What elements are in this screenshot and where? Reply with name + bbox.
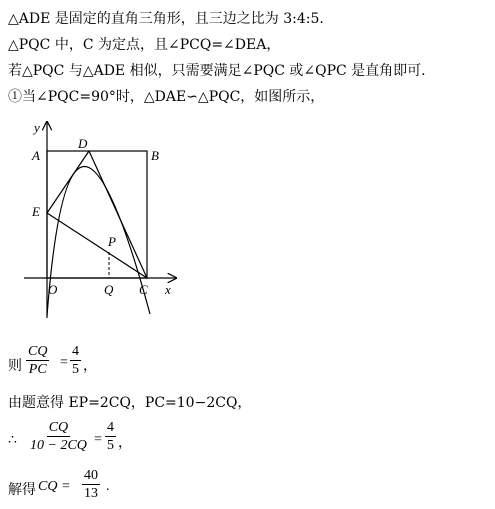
equals-sign: = — [94, 432, 102, 447]
label-B: B — [151, 148, 159, 163]
period: . — [106, 479, 110, 494]
fraction-denominator: 5 — [107, 438, 114, 453]
geometry-figure — [20, 118, 200, 328]
comma: ， — [118, 436, 132, 451]
text-line-1: △ADE 是固定的直角三角形，且三边之比为 3:4:5. — [8, 11, 324, 27]
label-E: E — [32, 204, 40, 219]
equals-sign: = — [60, 355, 68, 370]
rectangle-OABC — [47, 151, 147, 278]
solve-label: 解得 — [8, 483, 36, 498]
segment-ED — [47, 151, 89, 213]
label-x: x — [165, 282, 171, 297]
fraction-numerator: 40 — [84, 468, 98, 483]
fraction-four-fifths — [70, 344, 81, 377]
fraction-denominator: 10 − 2CQ — [30, 438, 87, 453]
label-y: y — [34, 120, 40, 135]
fraction-numerator: CQ — [48, 420, 69, 435]
fraction-denominator: 5 — [72, 362, 79, 377]
label-P: P — [108, 234, 116, 249]
text-line-6: 由题意得 EP=2CQ，PC=10−2CQ， — [8, 395, 252, 411]
label-C: C — [139, 282, 148, 297]
comma: ， — [83, 359, 97, 374]
fraction-numerator: 4 — [72, 344, 79, 359]
fraction-numerator: CQ — [28, 344, 48, 359]
label-D: D — [78, 136, 88, 151]
fraction-denominator: PC — [28, 362, 47, 377]
fraction-cq-over-pc — [26, 344, 49, 377]
parabola-curve — [47, 166, 150, 316]
fraction-numerator: 4 — [107, 420, 114, 435]
label-A: A — [32, 148, 40, 163]
therefore-symbol: ∴ — [8, 433, 17, 448]
fraction-40-over-13 — [82, 468, 100, 501]
fraction-cq-over-10-minus-2cq — [28, 420, 89, 453]
fraction-four-fifths-2 — [105, 420, 116, 453]
label-Q: Q — [104, 282, 114, 297]
text-line-4: ①当∠PQC=90°时，△DAE∽△PQC，如图所示， — [8, 89, 325, 105]
then-label: 则 — [8, 359, 22, 374]
fraction-denominator: 13 — [84, 486, 98, 501]
text-line-3: 若△PQC 与△ADE 相似，只需要满足∠PQC 或∠QPC 是直角即可. — [8, 63, 426, 79]
label-O: O — [48, 282, 58, 297]
cq-equals: CQ = — [38, 479, 71, 494]
text-line-2: △PQC 中，C 为定点，且∠PCQ=∠DEA， — [8, 37, 281, 53]
